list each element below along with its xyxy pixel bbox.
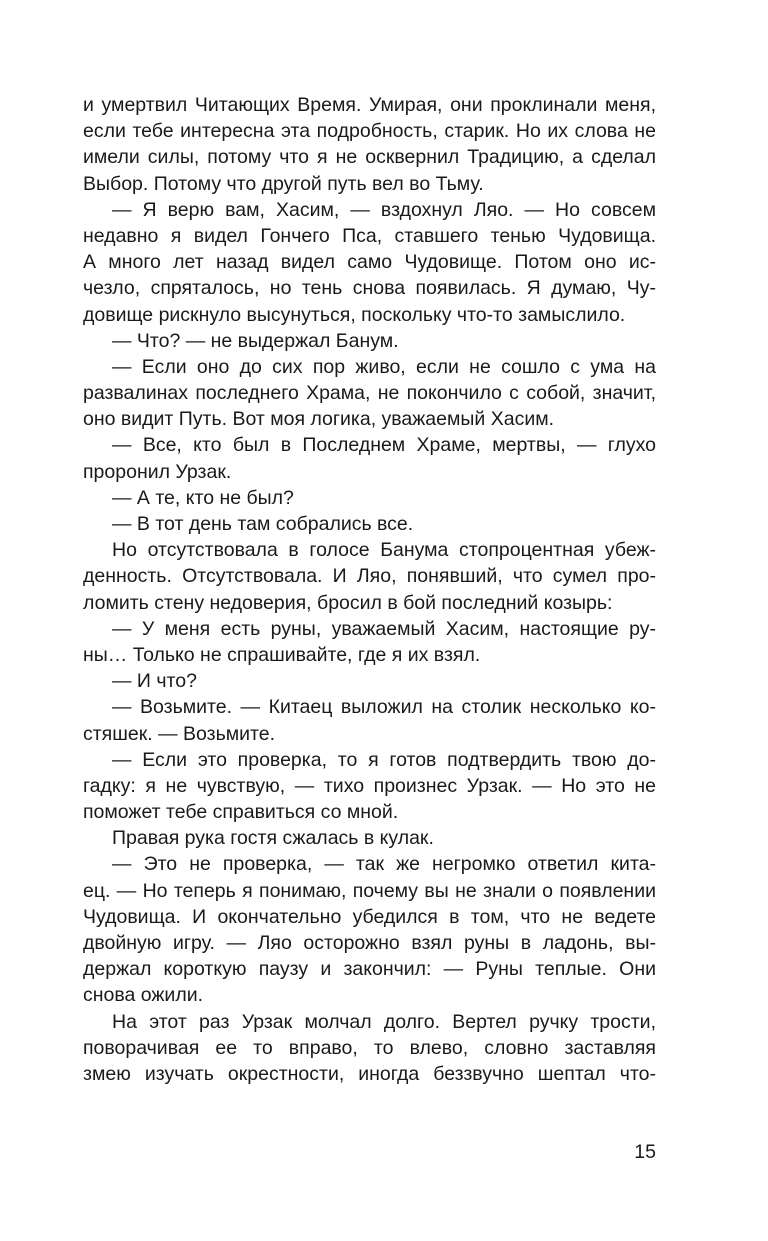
text-line: — Если оно до сих пор живо, если не сошло с ума на	[112, 355, 656, 378]
text-line: двойную игру. — Ляо осторожно взял руны в ладонь, вы-	[83, 932, 656, 954]
text-line: поворачивая ее то вправо, то влево, словно заставляя	[83, 1036, 656, 1059]
text-line: ец. — Но теперь я понимаю, почему вы не знали о появлении	[83, 879, 656, 902]
text-line: ны… Только не спрашивайте, где я их взял.	[83, 643, 481, 666]
text-line: держал короткую паузу и закончил: — Руны теплые. Они	[83, 958, 656, 981]
page-number: 15	[634, 1141, 656, 1163]
text-line: — Возьмите. — Китаец выложил на столик несколько ко-	[112, 696, 656, 719]
text-line: — И что?	[112, 670, 197, 693]
text-line: — Если это проверка, то я готов подтвердить твою до-	[112, 748, 656, 771]
text-line: — Я верю вам, Хасим, — вздохнул Ляо. — Но совсем	[112, 198, 656, 221]
text-line: недавно я видел Гончего Пса, ставшего тенью Чудовища.	[83, 224, 656, 247]
text-line: денность. Отсутствовала. И Ляо, понявший, что сумел про-	[83, 565, 656, 588]
page-text-body	[83, 92, 656, 1087]
text-line: проронил Урзак.	[83, 460, 232, 483]
text-line: Но отсутствовала в голосе Банума стопроцентная убеж-	[112, 539, 656, 562]
text-line: змею изучать окрестности, иногда беззвучно шептал что-	[83, 1062, 656, 1085]
text-line: — В тот день там собрались все.	[112, 513, 414, 535]
text-line: стяшек. — Возьмите.	[83, 722, 276, 745]
text-line: — У меня есть руны, уважаемый Хасим, настоящие ру-	[112, 617, 656, 640]
text-line: имели силы, потому что я не осквернил Традицию, а сделал	[83, 146, 656, 169]
text-line: оно видит Путь. Вот моя логика, уважаемый Хасим.	[83, 408, 555, 431]
text-line: — Что? — не выдержал Банум.	[112, 329, 399, 352]
text-line: На этот раз Урзак молчал долго. Вертел ручку трости,	[112, 1010, 656, 1033]
text-line: снова ожили.	[83, 984, 204, 1007]
text-line: гадку: я не чувствую, — тихо произнес Урзак. — Но это не	[83, 774, 656, 797]
text-line: поможет тебе справиться со мной.	[83, 801, 399, 824]
text-line: Выбор. Потому что другой путь вел во Тьму.	[83, 172, 484, 195]
text-line: развалинах последнего Храма, не покончило с собой, значит,	[83, 382, 656, 405]
text-line: — Все, кто был в Последнем Храме, мертвы, — глухо	[112, 434, 656, 457]
text-line: Правая рука гостя сжалась в кулак.	[112, 827, 434, 850]
text-line: ломить стену недоверия, бросил в бой последний козырь:	[83, 591, 613, 614]
text-line: А много лет назад видел само Чудовище. Потом оно ис-	[83, 251, 656, 274]
text-line: Чудовища. И окончательно убедился в том, что не ведете	[83, 905, 656, 928]
text-line: чезло, спряталось, но тень снова появилась. Я думаю, Чу-	[83, 277, 656, 300]
text-line: — Это не проверка, — так же негромко ответил кита-	[112, 853, 656, 876]
text-line: довище рискнуло высунуться, поскольку что-то замыслило.	[83, 303, 626, 326]
text-line: — А те, кто не был?	[112, 486, 294, 509]
text-line: и умертвил Читающих Время. Умирая, они проклинали меня,	[83, 94, 656, 116]
text-line: если тебе интересна эта подробность, старик. Но их слова не	[83, 120, 656, 143]
